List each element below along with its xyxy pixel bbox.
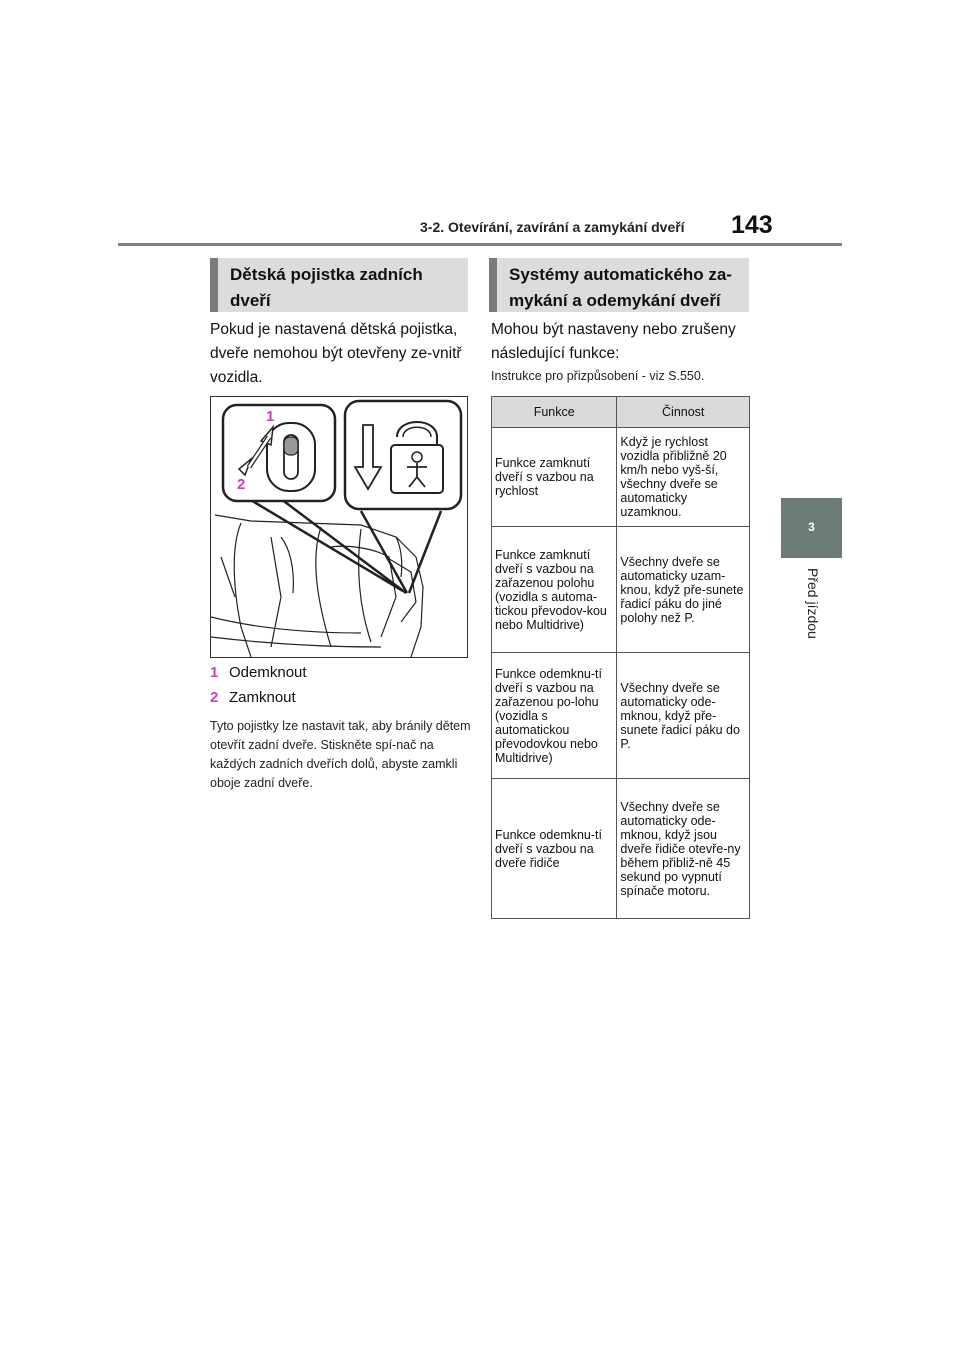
auto-lock-heading: Systémy automatického za-mykání a odemykání dveří (489, 258, 749, 312)
child-lock-note: Tyto pojistky lze nastavit tak, aby bránily dětem otevřít zadní dveře. Stiskněte spí-nač na každých zadních dveřích dolů, abyste zamkli oboje zadní dveře. (210, 719, 471, 790)
legend-item (210, 689, 460, 706)
legend-item (210, 664, 460, 681)
auto-lock-intro: Mohou být nastaveny nebo zrušeny následující funkce: (491, 321, 736, 362)
section-title: 3-2. Otevírání, zavírání a zamykání dveří (420, 219, 685, 235)
chapter-tab[interactable]: 3 (781, 498, 842, 558)
function-cell: Funkce odemknu-tí dveří s vazbou na zařazenou po-lohu (vozidla s automatickou převodovkou nebo Multidrive) (492, 653, 617, 779)
column-header-function: Funkce (492, 397, 617, 428)
child-lock-heading: Dětská pojistka zadních dveří (210, 258, 468, 312)
function-cell: Funkce zamknutí dveří s vazbou na zařazenou polohu (vozidla s automa-tickou převodov-kou nebo Multidrive) (492, 527, 617, 653)
action-cell: Všechny dveře se automaticky ode-mknou, když jsou dveře řidiče otevře-ny během přibliž-ně 45 sekund po vypnutí spínače motoru. (617, 779, 750, 919)
legend-number: 2 (210, 689, 219, 706)
header-rule (118, 243, 842, 246)
function-cell: Funkce zamknutí dveří s vazbou na rychlost (492, 428, 617, 527)
function-table (491, 396, 750, 919)
column-header-action: Činnost (617, 397, 750, 428)
table-row (492, 428, 750, 527)
table-row (492, 779, 750, 919)
table-row (492, 527, 750, 653)
page-number: 143 (731, 211, 773, 239)
legend-number: 1 (210, 664, 219, 681)
car-door-illustration (211, 397, 467, 657)
child-lock-illustration (210, 396, 468, 658)
chapter-label: Před jízdou (805, 568, 821, 639)
function-cell: Funkce odemknu-tí dveří s vazbou na dveře řidiče (492, 779, 617, 919)
action-cell: Když je rychlost vozidla přibližně 20 km/h nebo vyš-ší, všechny dveře se automaticky uzamknou. (617, 428, 750, 527)
table-row (492, 653, 750, 779)
customization-reference: Instrukce pro přizpůsobení - viz S.550. (491, 369, 705, 383)
action-cell: Všechny dveře se automaticky uzam-knou, když pře-sunete řadicí páku do jiné polohy než P. (617, 527, 750, 653)
legend-label-lock: Zamknout (229, 689, 296, 706)
table-header-row (492, 397, 750, 428)
action-cell: Všechny dveře se automaticky ode-mknou, když pře-sunete řadicí páku do P. (617, 653, 750, 779)
child-lock-intro: Pokud je nastavená dětská pojistka, dveře nemohou být otevřeny ze-vnitř vozidla. (210, 321, 462, 386)
figure-label-2: 2 (237, 476, 246, 493)
legend-label-unlock: Odemknout (229, 664, 307, 681)
figure-label-1: 1 (266, 408, 275, 425)
